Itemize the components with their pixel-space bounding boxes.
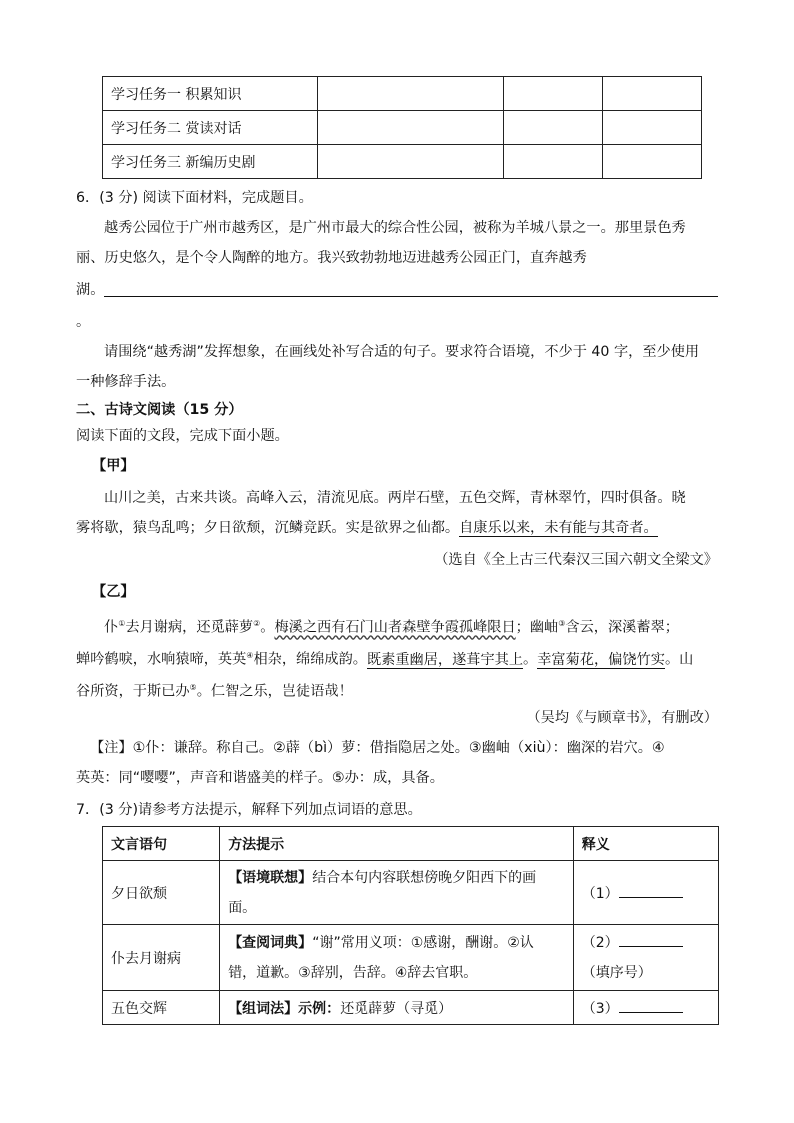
underlined-sentence: 自康乐以来，未有能与其奇者。 <box>459 520 658 536</box>
hint-text: 错，道歉。③辞别，告辞。④辞去官职。 <box>228 964 478 981</box>
sentence-cell: 五色交辉 <box>103 991 220 1025</box>
hint-tag: 【查阅词典】 <box>228 934 313 951</box>
task-cell <box>317 145 504 179</box>
hint-cell <box>220 925 574 991</box>
passage-jia-source: （选自《全上古三代秦汉三国六朝文全梁文》 <box>434 552 718 568</box>
passage-yi-label: 【乙】 <box>92 584 135 600</box>
wavy-underlined-sentence: 梅溪之西有石门山者森壁争霞孤峰限日 <box>274 619 516 636</box>
passage-yi-line <box>76 614 718 638</box>
passage-text: 。山 <box>664 651 694 668</box>
q6-requirement-line: 一种修辞手法。 <box>76 374 176 390</box>
column-header: 方法提示 <box>220 827 574 861</box>
underlined-sentence: 既素重幽居，遂葺宇其上 <box>366 651 524 668</box>
question-7-header: 7．(3 分)请参考方法提示，解释下列加点词语的意思。 <box>76 802 422 818</box>
footnote-mark: ③ <box>558 619 566 628</box>
task-cell <box>603 77 702 111</box>
section-2-title: 二、古诗文阅读（15 分） <box>76 402 243 418</box>
task-table <box>102 76 702 179</box>
task-cell <box>603 111 702 145</box>
answer-blank[interactable] <box>619 933 683 947</box>
passage-text: 相杂，绵绵成韵。 <box>253 651 367 668</box>
column-header: 文言语句 <box>103 827 220 861</box>
passage-text: 雾将歇，猿鸟乱鸣；夕日欲颓，沉鳞竞跃。实是欲界之仙都。 <box>76 520 460 536</box>
passage-yi-line <box>76 678 718 702</box>
passage-jia-line: 山川之美，古来共谈。高峰入云，清流见底。两岸石壁，五色交辉，青林翠竹，四时俱备。晓 <box>104 490 686 506</box>
section-2-intro: 阅读下面的文段，完成下面小题。 <box>76 428 289 444</box>
underlined-sentence: 幸富菊花，偏饶竹实 <box>537 651 665 668</box>
notes-line: 【注】①仆：谦辞。称自己。②薜（bì）萝：借指隐居之处。③幽岫（xiù）：幽深的岩穴。④ <box>90 740 665 756</box>
q6-paragraph-line: 丽、历史悠久，是个令人陶醉的地方。我兴致勃勃地迈进越秀公园正门，直奔越秀 <box>76 250 587 266</box>
q6-paragraph-line: 。 <box>76 314 91 330</box>
answer-number: （1） <box>581 885 619 902</box>
passage-jia-label: 【甲】 <box>92 458 135 474</box>
footnote-mark: ④ <box>246 651 254 660</box>
footnote-mark: ② <box>253 619 261 628</box>
passage-text: 谷所资，于斯已办 <box>76 683 190 700</box>
task-label: 学习任务三 新编历史剧 <box>103 145 318 179</box>
answer-cell <box>573 991 718 1025</box>
passage-text: 。 <box>523 651 538 668</box>
hint-text: “谢”常用义项：①感谢，酬谢。②认 <box>312 934 534 951</box>
sentence-cell: 夕日欲颓 <box>103 861 220 925</box>
answer-number: （2） <box>581 934 619 951</box>
task-cell <box>603 145 702 179</box>
passage-text: 去月谢病，还觅薜萝 <box>125 619 254 636</box>
passage-yi-line <box>76 646 718 670</box>
passage-text: 。 <box>260 619 275 636</box>
passage-yi-source: （吴均《与顾章书》，有删改） <box>526 710 718 726</box>
hint-text: 结合本句内容联想傍晚夕阳西下的画 <box>312 869 537 886</box>
answer-number: （3） <box>581 1000 619 1017</box>
task-label: 学习任务一 积累知识 <box>103 77 318 111</box>
passage-text: 含云，深溪蓄翠； <box>565 619 679 636</box>
hint-text: 面。 <box>228 899 257 916</box>
task-cell <box>317 111 504 145</box>
hint-cell <box>220 861 574 925</box>
q6-requirement-line: 请围绕“越秀湖”发挥想象，在画线处补写合适的句子。要求符合语境，不少于 40 字，至少使用 <box>104 344 700 360</box>
passage-text: 。仁智之乐，岂徒语哉！ <box>196 683 353 700</box>
passage-text: 蝉吟鹤唳，水响猿啼，英英 <box>76 651 247 668</box>
task-label: 学习任务二 赏读对话 <box>103 111 318 145</box>
task-cell <box>504 145 603 179</box>
answer-cell <box>573 861 718 925</box>
task-cell <box>504 77 603 111</box>
hint-tag: 【语境联想】 <box>228 869 313 886</box>
q6-paragraph-line: 越秀公园位于广州市越秀区，是广州市最大的综合性公园，被称为羊城八景之一。那里景色秀 <box>104 220 686 236</box>
footnote-mark: ① <box>118 619 126 628</box>
answer-blank[interactable] <box>619 999 683 1013</box>
answer-blank-line[interactable] <box>104 296 718 297</box>
notes-line: 英英：同“嘤嘤”，声音和谐盛美的样子。⑤办：成，具备。 <box>76 770 444 786</box>
passage-jia-line <box>76 518 718 538</box>
passage-text: 仆 <box>104 619 119 636</box>
task-cell <box>504 111 603 145</box>
q7-table <box>102 826 719 1025</box>
passage-text: ；幽岫 <box>515 619 559 636</box>
sentence-cell: 仆去月谢病 <box>103 925 220 991</box>
q6-paragraph-line: 湖。 <box>76 282 105 298</box>
hint-tag: 【组词法】示例： <box>228 1000 341 1017</box>
answer-note: （填序号） <box>581 964 652 981</box>
answer-blank[interactable] <box>619 884 683 898</box>
hint-text: 还觅薜萝（寻觅） <box>340 1000 453 1017</box>
task-cell <box>317 77 504 111</box>
column-header: 释义 <box>573 827 718 861</box>
hint-cell <box>220 991 574 1025</box>
question-6-header: 6．(3 分) 阅读下面材料，完成题目。 <box>76 190 313 206</box>
answer-cell <box>573 925 718 991</box>
footnote-mark: ⑤ <box>189 683 197 692</box>
